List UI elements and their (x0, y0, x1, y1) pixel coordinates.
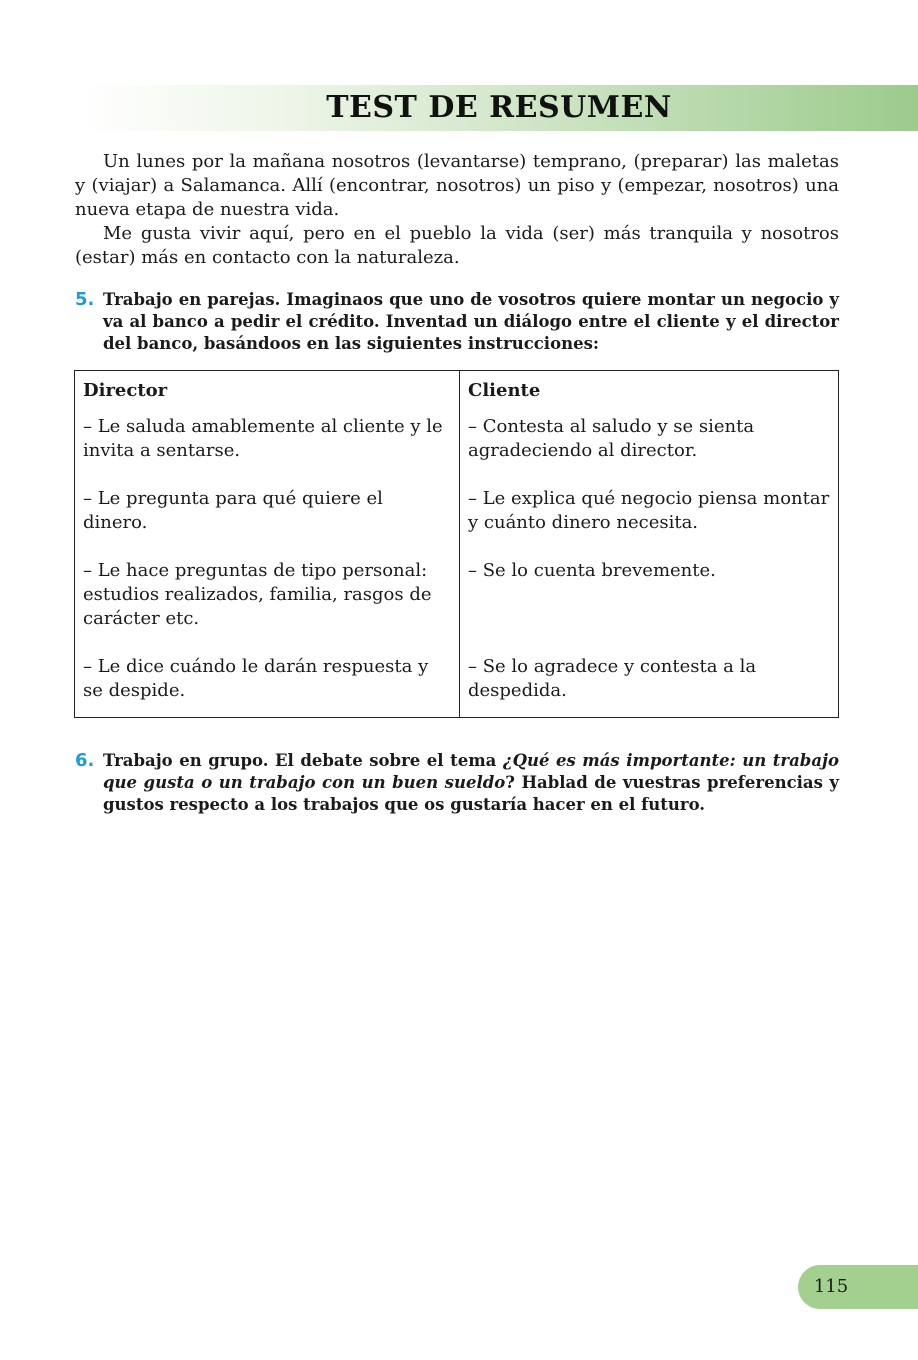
cliente-instruction: – Se lo agradece y contesta a la despedida. (460, 655, 839, 718)
exercise-6-debate-topic: ¿Qué es más importante: un trabajo que gusta o un trabajo con un buen sueldo (103, 751, 839, 792)
intro-paragraph-1: Un lunes por la mañana nosotros (levantarse) temprano, (preparar) las maletas y (viajar) a Salamanca. Allí (encontrar, nosotros) un piso y (empezar, nosotros) una nueva etapa de nuestra vida. (75, 151, 839, 220)
cliente-instruction: – Contesta al saludo y se sienta agradeciendo al director. (460, 415, 839, 487)
cliente-instruction: – Le explica qué negocio piensa montar y cuánto dinero necesita. (460, 487, 839, 559)
table-row (75, 487, 839, 559)
exercise-6-text-start: Trabajo en grupo. El debate sobre el tema (103, 751, 503, 770)
exercise-6 (75, 750, 839, 816)
exercise-5 (75, 289, 839, 355)
table-row (75, 655, 839, 718)
director-instruction: – Le saluda amablemente al cliente y le invita a sentarse. (75, 415, 460, 487)
cliente-instruction: – Se lo cuenta brevemente. (460, 559, 839, 655)
exercise-6-number: 6. (75, 750, 95, 771)
table-row (75, 415, 839, 487)
page-number: 115 (813, 1276, 849, 1297)
column-header-cliente: Cliente (460, 371, 839, 416)
director-instruction: – Le hace preguntas de tipo personal: estudios realizados, familia, rasgos de carácter etc. (75, 559, 460, 655)
column-header-director: Director (75, 371, 460, 416)
exercise-5-number: 5. (75, 289, 95, 310)
intro-paragraph-2: Me gusta vivir aquí, pero en el pueblo la vida (ser) más tranquila y nosotros (estar) más en contacto con la naturaleza. (75, 223, 839, 268)
table-row (75, 559, 839, 655)
director-instruction: – Le dice cuándo le darán respuesta y se despide. (75, 655, 460, 718)
table-header-row (75, 371, 839, 416)
exercise-6-instructions (103, 750, 839, 816)
exercise-6-text-end: ? Hablad de vuestras preferencias y gustos respecto a los trabajos que os gustaría hacer en el futuro. (103, 773, 839, 814)
page-title: TEST DE RESUMEN (326, 90, 672, 125)
dialog-table (74, 370, 839, 718)
exercise-5-instructions: Trabajo en parejas. Imaginaos que uno de vosotros quiere montar un negocio y va al banco a pedir el crédito. Inventad un diálogo entre el cliente y el director del banco, basándoos en las siguientes instrucciones: (103, 290, 839, 353)
director-instruction: – Le pregunta para qué quiere el dinero. (75, 487, 460, 559)
